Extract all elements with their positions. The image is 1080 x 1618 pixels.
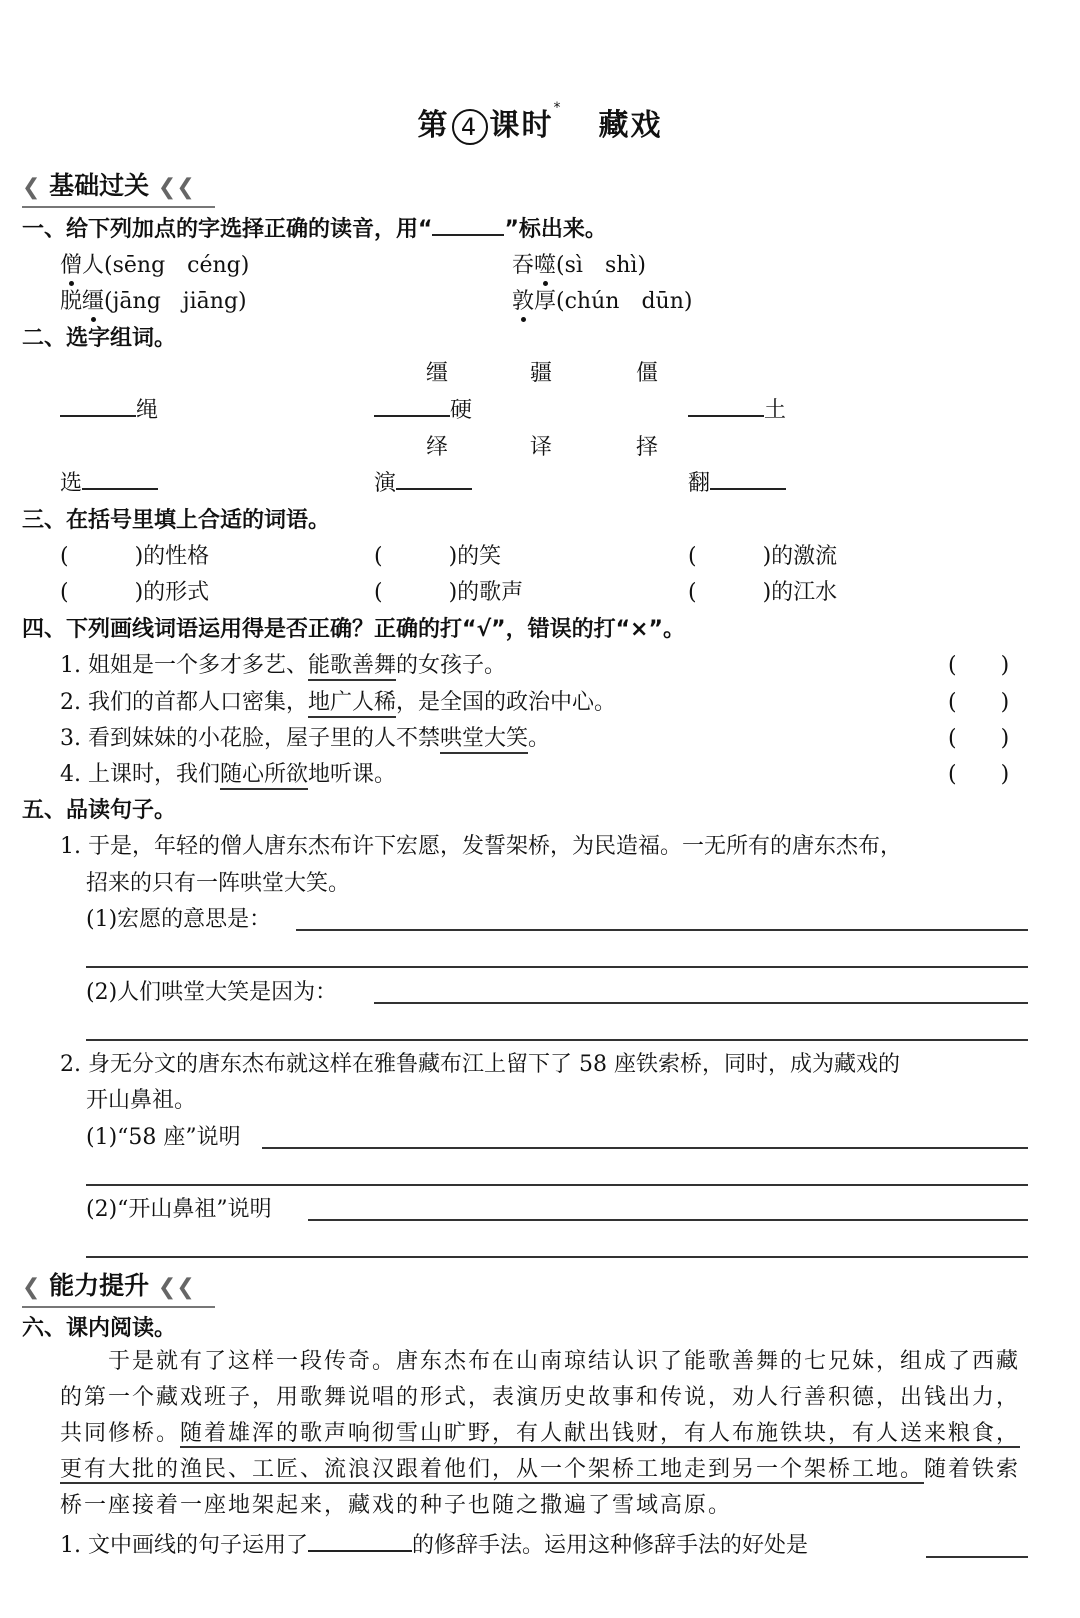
s2-word: 翻 bbox=[688, 466, 786, 497]
answer-line bbox=[86, 1184, 1028, 1186]
section-banner-basic bbox=[22, 166, 195, 202]
s1-item: 敦厚(chún dūn) bbox=[512, 289, 693, 314]
chevron-left-icon: ❮ bbox=[22, 1275, 41, 1300]
answer-line bbox=[262, 1147, 1028, 1149]
title-prefix: 第 bbox=[417, 108, 450, 143]
answer-line bbox=[86, 966, 1028, 968]
s1-item: 僧人(sēng céng) bbox=[60, 253, 250, 278]
s5-q2-text: 开山鼻祖。 bbox=[86, 1088, 197, 1113]
s4-item: 1. 姐姐是一个多才多艺、能歌善舞的女孩子。 bbox=[60, 648, 506, 679]
answer-line bbox=[86, 1256, 1028, 1258]
lesson-number-circle: 4 bbox=[452, 109, 488, 145]
s3-item: ( )的形式 bbox=[60, 580, 210, 605]
answer-paren: ( ) bbox=[948, 653, 1010, 678]
answer-line bbox=[308, 1219, 1028, 1221]
blank-mark bbox=[432, 214, 504, 236]
s2-word: 土 bbox=[688, 393, 786, 424]
s6-q1: 1. 文中画线的句子运用了 的修辞手法。运用这种修辞手法的好处是 bbox=[60, 1528, 808, 1559]
s4-item: 3. 看到妹妹的小花脸，屋子里的人不禁哄堂大笑。 bbox=[60, 721, 550, 752]
s2-word: 演 bbox=[374, 466, 472, 497]
answer-paren: ( ) bbox=[948, 762, 1010, 787]
chevron-left-icon: ❮ bbox=[22, 175, 41, 200]
title-asterisk: * bbox=[553, 100, 563, 116]
answer-line bbox=[926, 1556, 1028, 1558]
s5-q1-b: (2)人们哄堂大笑是因为： bbox=[86, 980, 338, 1005]
answer-line bbox=[374, 1002, 1028, 1004]
s2-option: 译 bbox=[530, 435, 553, 460]
double-chevron-icon: ❮❮ bbox=[157, 1275, 195, 1300]
banner-label: 能力提升 bbox=[49, 1271, 150, 1300]
s2-word: 硬 bbox=[374, 393, 472, 424]
s5-q2-text: 2. 身无分文的唐东杰布就这样在雅鲁藏布江上留下了 58 座铁索桥，同时，成为藏戏的 bbox=[60, 1052, 900, 1077]
s3-item: ( )的激流 bbox=[688, 544, 838, 569]
s1-item: 吞噬(sì shì) bbox=[512, 253, 647, 278]
s5-q1-text: 1. 于是，年轻的僧人唐东杰布许下宏愿，发誓架桥，为民造福。一无所有的唐东杰布， bbox=[60, 834, 902, 859]
s5-q2-b: (2)“开山鼻祖”说明 bbox=[86, 1197, 272, 1222]
s4-heading: 四、下列画线词语运用得是否正确？正确的打“√”，错误的打“×”。 bbox=[22, 617, 685, 642]
s6-heading: 六、课内阅读。 bbox=[22, 1316, 177, 1341]
answer-line bbox=[296, 929, 1028, 931]
answer-line bbox=[86, 1039, 1028, 1041]
s3-item: ( )的笑 bbox=[374, 544, 502, 569]
page-title bbox=[0, 100, 1080, 145]
s4-item: 2. 我们的首都人口密集，地广人稀，是全国的政治中心。 bbox=[60, 685, 616, 716]
s1-heading: 一、给下列加点的字选择正确的读音，用“ ”标出来。 bbox=[22, 212, 607, 243]
s6-passage: 于是就有了这样一段传奇。唐东杰布在山南琼结认识了能歌善舞的七兄妹，组成了西藏的第一个藏戏班子，用歌舞说唱的形式，表演历史故事和传说，劝人行善积德，出钱出力，共同修桥。随着雄浑的歌声响彻雪山旷野，有人献出钱财，有人布施铁块，有人送来粮食，更有大批的渔民、工匠、流浪汉跟着他们，从一个架桥工地走到另一个架桥工地。随着铁索桥一座接着一座地架起来，藏戏的种子也随之撒遍了雪域高原。 bbox=[60, 1349, 1021, 1518]
s5-q1-a: (1)宏愿的意思是： bbox=[86, 907, 272, 932]
s3-item: ( )的江水 bbox=[688, 580, 838, 605]
s5-q1-text: 招来的只有一阵哄堂大笑。 bbox=[86, 871, 351, 896]
s3-item: ( )的性格 bbox=[60, 544, 210, 569]
section-banner-ability bbox=[22, 1266, 195, 1302]
double-chevron-icon: ❮❮ bbox=[157, 175, 195, 200]
lesson-name: 藏戏 bbox=[598, 108, 663, 143]
s5-q2-a: (1)“58 座”说明 bbox=[86, 1125, 241, 1150]
s2-option: 僵 bbox=[636, 361, 659, 386]
s2-option: 择 bbox=[636, 435, 659, 460]
s3-heading: 三、在括号里填上合适的词语。 bbox=[22, 508, 331, 533]
answer-paren: ( ) bbox=[948, 690, 1010, 715]
answer-paren: ( ) bbox=[948, 726, 1010, 751]
title-suffix: 课时 bbox=[489, 108, 554, 143]
s5-heading: 五、品读句子。 bbox=[22, 798, 177, 823]
s2-word: 选 bbox=[60, 466, 158, 497]
s1-item: 脱缰(jāng jiāng) bbox=[60, 289, 247, 314]
s2-heading: 二、选字组词。 bbox=[22, 326, 177, 351]
s4-item: 4. 上课时，我们随心所欲地听课。 bbox=[60, 757, 396, 788]
s2-option: 绎 bbox=[426, 435, 449, 460]
banner-label: 基础过关 bbox=[49, 171, 150, 200]
s2-option: 疆 bbox=[530, 361, 553, 386]
s2-word: 绳 bbox=[60, 393, 158, 424]
s3-item: ( )的歌声 bbox=[374, 580, 524, 605]
s2-option: 缰 bbox=[426, 361, 449, 386]
